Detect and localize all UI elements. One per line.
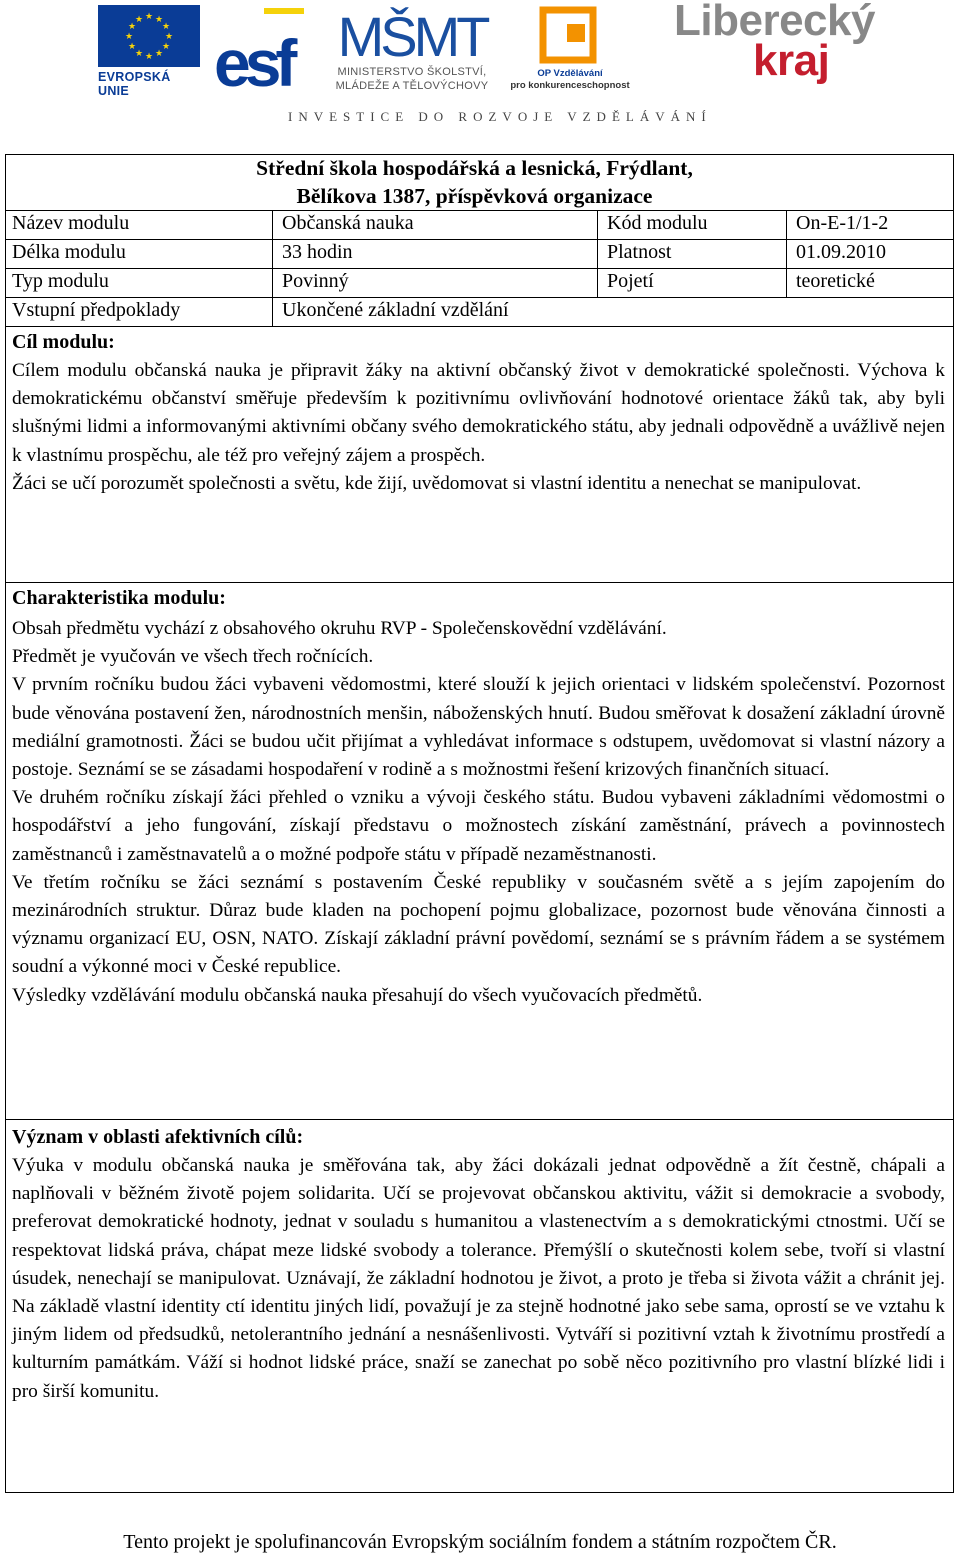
opvk-logo (505, 4, 635, 96)
school-name-line1: Střední škola hospodářská a lesnická, Frýdlant, (256, 156, 693, 180)
section-body-charakteristika (12, 615, 945, 1010)
cell-label: Pojetí (607, 270, 654, 292)
section-divider (5, 582, 954, 583)
table-row (0, 240, 960, 269)
cell-value: teoretické (796, 270, 875, 292)
cell-value: Povinný (282, 270, 349, 292)
svg-text:★: ★ (164, 32, 174, 42)
svg-text:★: ★ (144, 12, 154, 22)
liberecky-kraj-logo (648, 0, 875, 92)
investice-tagline: INVESTICE DO ROZVOJE VZDĚLÁVÁNÍ (288, 109, 712, 124)
logo-bar (0, 0, 960, 130)
table-row (0, 298, 960, 327)
svg-text:★: ★ (134, 49, 144, 59)
cell-value: On-E-1/1-2 (796, 212, 889, 234)
section-body-cil (12, 357, 945, 498)
footer-funding-note: Tento projekt je spolufinancován Evropským sociálním fondem a státním rozpočtem ČR. (123, 1531, 837, 1553)
paragraph: Ve druhém ročníku získají žáci přehled o vzniku a vývoji českého státu. Budou vybaveni základními vědomostmi o hospodářství a jeho fungování, získají představu o možnostech získání zaměstnání, právech a povinnostech zaměstnanců i zaměstnavatelů a o možné podpoře státu v případě nezaměstnanosti. (12, 787, 945, 865)
cell-value: Ukončené základní vzdělání (282, 299, 509, 321)
svg-text:★: ★ (127, 22, 137, 32)
cell-label: Vstupní předpoklady (12, 299, 181, 321)
svg-text:★: ★ (161, 22, 171, 32)
msmt-mark: MŠMT (337, 5, 487, 64)
svg-text:★: ★ (154, 49, 164, 59)
svg-text:★: ★ (144, 52, 154, 62)
paragraph: Ve třetím ročníku se žáci seznámí s postavením České republiky v současném světě a s jejím zapojením do mezinárodních struktur. Důraz bude kladen na pochopení pojmu globalizace, pozornost bude věnována činnosti a významu organizací EU, OSN, NATO. Získají základní právní povědomí, seznámí se s právním řádem a se systémem soudní a výkonné moci v České republice. (12, 871, 945, 978)
section-divider (5, 1119, 954, 1120)
esf-wordmark: esf (214, 26, 292, 94)
esf-logo-icon (212, 2, 312, 94)
opvk-line1: OP Vzdělávání (537, 68, 603, 79)
paragraph: Výsledky vzdělávání modulu občanská nauka přesahují do všech vyučovacích předmětů. (12, 984, 703, 1006)
table-row (0, 211, 960, 240)
cell-label: Platnost (607, 241, 672, 263)
opvk-line2: pro konkurenceschopnost (510, 80, 630, 91)
paragraph: Cílem modulu občanská nauka je připravit žáky na aktivní občanský život v demokratické společnosti. Výchova k demokratickému občanství směřuje především k pozitivnímu ovlivňování hodnotové orientace žáků tak, aby byli slušnými lidmi a informovanými aktivními občany svého demokratického státu, aby jednali odpovědně a uvážlivě nejen k vlastnímu prospěchu, ale též pro veřejný zájem a prospěch. (12, 360, 945, 466)
cell-label: Délka modulu (12, 241, 126, 263)
paragraph: Obsah předmětu vychází z obsahového okruhu RVP - Společenskovědní vzdělávání. (12, 618, 667, 639)
svg-text:★: ★ (154, 15, 164, 25)
paragraph: Žáci se učí porozumět společnosti a světu, kde žijí, uvědomovat si vlastní identitu a nenechat se manipulovat. (12, 472, 862, 494)
section-title-cil: Cíl modulu: (12, 331, 115, 353)
paragraph: Výuka v modulu občanská nauka je směřována tak, aby žáci dokázali jednat odpovědně a žít čestně, chápali a naplňovali v běžném životě pojem solidarita. Učí se projevovat občanskou aktivitu, vážit si demokracie a svobody, preferovat demokratické hodnoty, jednat v souladu s humanitou a vlastenectvím a s demokratickými ctnostmi. Učí se respektovat lidská práva, chápat meze lidské svobody a tolerance. Přemýšlí o skutečnosti kolem sebe, tvoří si vlastní úsudek, nenechají se manipulovat. Uznávají, že základní hodnotou je život, a proto je třeba si života vážit a chránit jej. Na základě vlastní identity ctí identitu jiných lidí, považují je za stejně hodnotné jako sebe sama, oprostí se ve vztahu k jiným lidem od předsudků, netolerantního jednání a nesnášenlivosti. Vytváří si pozitivní vztah k životnímu prostředí a kulturním památkám. Váží si hodnot lidské práce, snaží se zanechat po sobě něco pozitivního pro vlastní blízké lidi i pro širší komunitu. (12, 1155, 945, 1402)
svg-text:★: ★ (127, 42, 137, 52)
table-row (0, 269, 960, 298)
svg-text:★: ★ (124, 32, 134, 42)
section-title-charakteristika: Charakteristika modulu: (12, 587, 226, 609)
cell-label: Kód modulu (607, 212, 708, 234)
paragraph: Předmět je vyučován ve všech třech ročnících. (12, 646, 374, 668)
eu-label: EVROPSKÁ UNIE (98, 70, 171, 98)
lk-line2: kraj (753, 36, 830, 85)
cell-value: 33 hodin (282, 241, 353, 263)
section-title-vyznam: Význam v oblasti afektivních cílů: (12, 1126, 304, 1148)
school-name-line2: Bělíkova 1387, příspěvková organizace (296, 184, 653, 208)
paragraph: V prvním ročníku budou žáci vybaveni vědomostmi, které slouží k jejich orientaci v lidském společenství. Pozornost bude věnována postavení žen, národnostních menšin, náboženských hnutí. Budou směřovat k dosažení základní úrovně mediální gramotnosti. Žáci se budou učit přijímat a vyhledávat informace s odstupem, uvědomovat si vlastní názory a postoje. Seznámí se se zásadami hospodaření v rodině a s možnostmi řešení krizových finančních situací. (12, 674, 945, 781)
cell-label: Typ modulu (12, 270, 109, 292)
cell-value: 01.09.2010 (796, 241, 886, 263)
cell-label: Název modulu (12, 212, 130, 234)
msmt-logo (322, 4, 502, 96)
msmt-line2: MLÁDEŽE A TĚLOVÝCHOVY (335, 80, 489, 92)
msmt-line1: MINISTERSTVO ŠKOLSTVÍ, (337, 66, 487, 78)
lk-line1: Liberecký (674, 0, 875, 45)
svg-text:★: ★ (161, 42, 171, 52)
section-body-vyznam (12, 1152, 945, 1406)
eu-flag-icon (98, 5, 200, 67)
cell-value: Občanská nauka (282, 212, 414, 234)
svg-text:★: ★ (134, 15, 144, 25)
